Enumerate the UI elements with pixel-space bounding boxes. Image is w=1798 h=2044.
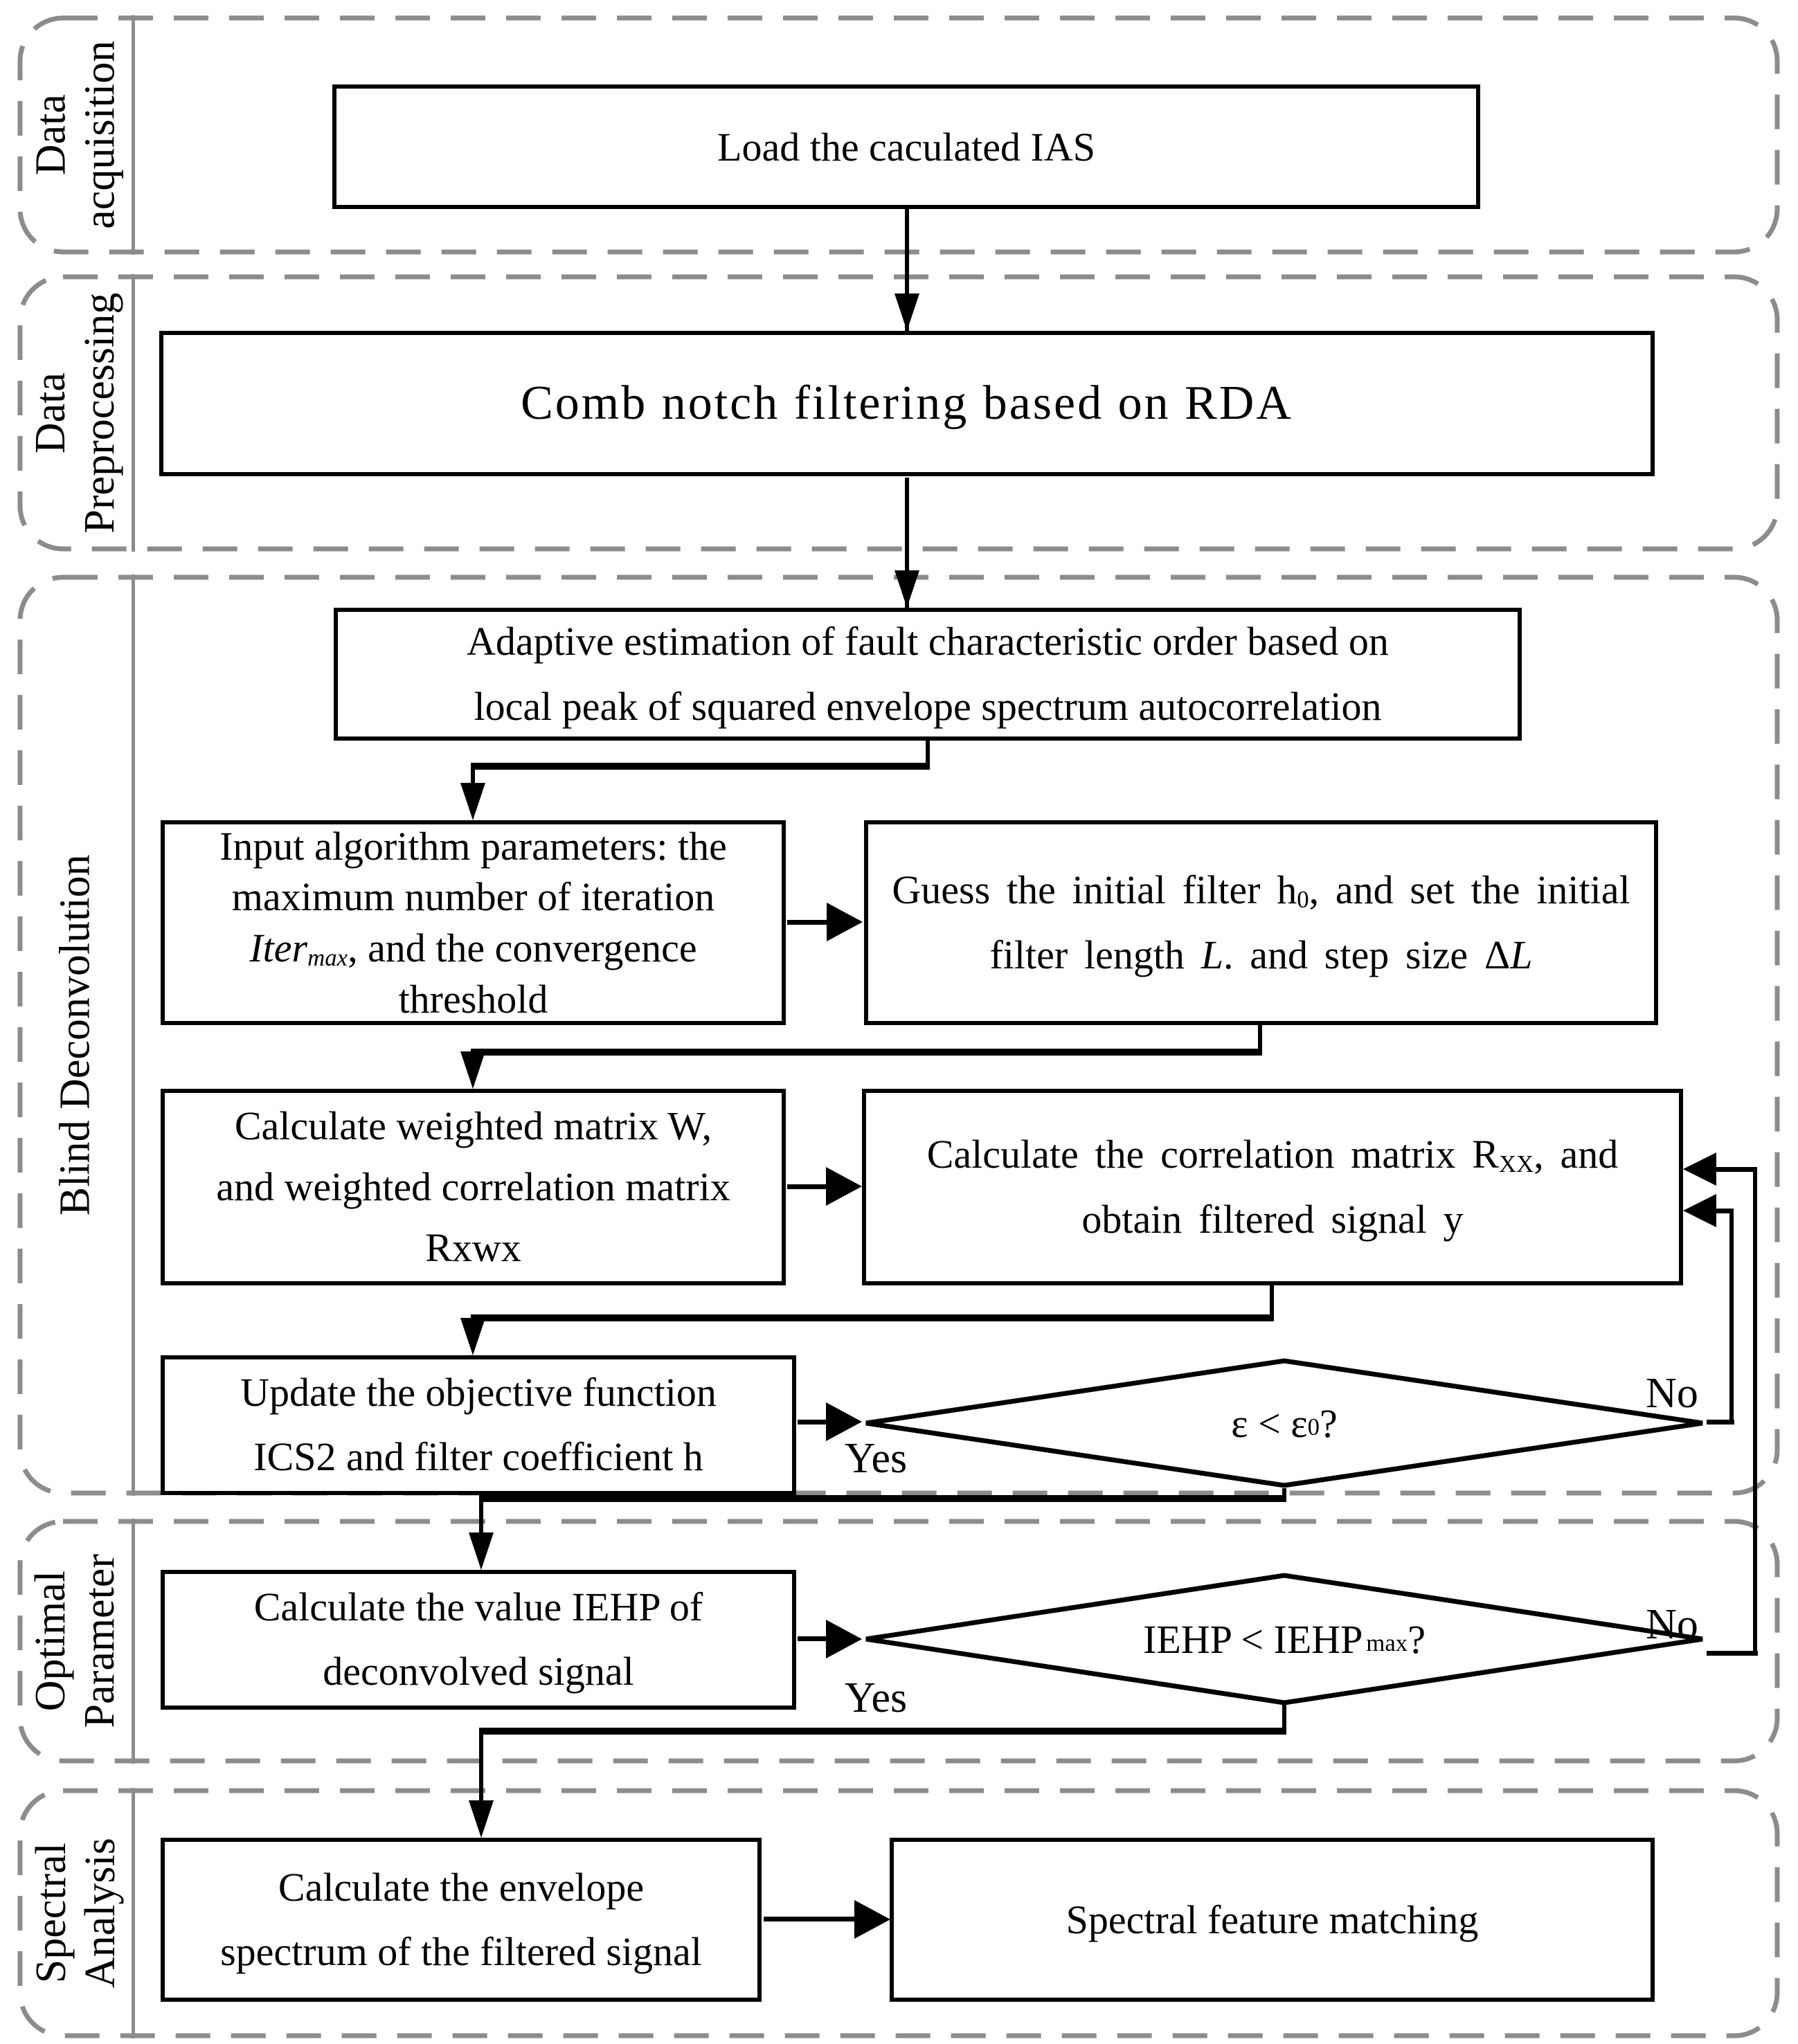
correlation-line1-rest: , and bbox=[1534, 1132, 1619, 1177]
section-label-line: Data bbox=[27, 372, 75, 454]
label-divider-2 bbox=[132, 274, 135, 552]
connector-iehp-yes-elbow bbox=[479, 1728, 1286, 1735]
box-iehp-line2: deconvolved signal bbox=[323, 1649, 634, 1694]
box-guess-line1 bbox=[892, 858, 1630, 923]
box-envelope-line2: spectrum of the filtered signal bbox=[220, 1928, 702, 1974]
box-correlation-line2: obtain filtered signal y bbox=[1081, 1197, 1464, 1242]
guess-line1-pre: Guess the initial filter h bbox=[892, 867, 1297, 913]
box-input-line3-rest: , and the convergence bbox=[348, 925, 697, 970]
connector-iehp-no-up bbox=[1753, 1167, 1757, 1656]
arrowhead-into-comb bbox=[894, 293, 919, 331]
box-update-line2: ICS2 and filter coefficient h bbox=[253, 1434, 703, 1479]
box-correlation-matrix bbox=[862, 1089, 1683, 1285]
connector-envelope-to-matching bbox=[764, 1917, 861, 1921]
guess-line1-rest: , and set the initial bbox=[1309, 867, 1630, 913]
decision-epsilon bbox=[862, 1357, 1707, 1490]
section-label-line: Preprocessing bbox=[76, 292, 123, 534]
epsilon-question-mark: ? bbox=[1320, 1400, 1338, 1446]
box-guess-line2 bbox=[989, 923, 1532, 988]
connector-correlation-stub bbox=[1270, 1285, 1274, 1319]
box-input-line1: Input algorithm parameters: the bbox=[219, 823, 727, 869]
box-load-ias-text: Load the caculated IAS bbox=[717, 124, 1095, 170]
box-input-line2: maximum number of iteration bbox=[231, 874, 715, 920]
iter-subscript: max bbox=[307, 944, 348, 972]
box-load-ias bbox=[332, 84, 1480, 209]
connector-correlation-elbow bbox=[471, 1314, 1274, 1321]
section-label-line: Data bbox=[27, 94, 75, 176]
box-guess-initial-filter bbox=[864, 820, 1658, 1025]
arrowhead-into-envelope bbox=[469, 1800, 494, 1838]
connector-iehp-no-return bbox=[1714, 1167, 1757, 1172]
edge-label-iehp-yes: Yes bbox=[844, 1674, 908, 1721]
box-spectral-matching bbox=[890, 1838, 1655, 2002]
decision-iehp bbox=[862, 1571, 1707, 1707]
decision-iehp-text: IEHP < IEHP $_{max}$ ? bbox=[1143, 1616, 1426, 1662]
label-divider-5 bbox=[132, 1788, 135, 2038]
box-correlation-line1 bbox=[927, 1122, 1619, 1187]
box-weighted-line2: and weighted correlation matrix bbox=[216, 1164, 730, 1209]
box-weighted-line3: Rxwx bbox=[425, 1225, 521, 1271]
edge-label-iehp-no: No bbox=[1646, 1601, 1698, 1648]
box-input-parameters bbox=[161, 820, 786, 1025]
box-envelope-spectrum bbox=[161, 1838, 762, 2002]
section-label-line: Blind Deconvolution bbox=[51, 854, 99, 1216]
arrowhead-into-adaptive bbox=[894, 570, 919, 608]
section-label-spectral-analysis bbox=[19, 1788, 132, 2038]
connector-iehp-yes-drop bbox=[479, 1728, 483, 1811]
label-divider-4 bbox=[132, 1519, 135, 1764]
box-adaptive-estimation bbox=[334, 608, 1522, 741]
section-label-line: acquisition bbox=[76, 40, 124, 230]
iehp-condition: IEHP < IEHP bbox=[1143, 1616, 1363, 1662]
connector-iehp-to-diamond bbox=[798, 1636, 839, 1641]
arrowhead-iehp-feedback bbox=[1683, 1152, 1716, 1186]
section-label-line: Optimal bbox=[27, 1571, 75, 1712]
section-label-data-preprocessing bbox=[19, 274, 132, 552]
h0-subscript: 0 bbox=[1297, 886, 1309, 914]
guess-line2-mid: . and step size Δ bbox=[1223, 932, 1511, 977]
connector-guess-elbow bbox=[471, 1049, 1262, 1056]
arrowhead-into-guess bbox=[827, 903, 863, 941]
box-input-line3 bbox=[249, 923, 696, 974]
arrowhead-into-input bbox=[460, 783, 485, 820]
section-label-optimal-parameter bbox=[19, 1519, 132, 1764]
edge-label-epsilon-no: No bbox=[1646, 1370, 1698, 1417]
box-calc-iehp bbox=[161, 1570, 796, 1710]
box-input-line4: threshold bbox=[398, 976, 548, 1022]
box-weighted-line1: Calculate weighted matrix W, bbox=[234, 1103, 712, 1148]
arrowhead-into-correlation bbox=[826, 1167, 862, 1206]
box-envelope-line1: Calculate the envelope bbox=[278, 1864, 645, 1910]
connector-epsilon-yes-drop bbox=[479, 1495, 483, 1538]
iehp-question-mark: ? bbox=[1408, 1616, 1426, 1662]
section-label-blind-deconvolution bbox=[19, 575, 132, 1496]
iter-symbol: Iter bbox=[249, 925, 308, 970]
box-comb-text: Comb notch filtering based on RDA bbox=[521, 377, 1293, 430]
connector-epsilon-no-up bbox=[1729, 1209, 1734, 1425]
arrowhead-epsilon-feedback bbox=[1683, 1194, 1716, 1227]
section-label-data-acquisition bbox=[19, 15, 132, 255]
box-adaptive-line2: local peak of squared envelope spectrum autocorrelation bbox=[474, 684, 1382, 729]
box-update-objective bbox=[161, 1355, 796, 1495]
box-weighted-matrix bbox=[161, 1089, 786, 1285]
arrowhead-into-calc-iehp bbox=[469, 1532, 494, 1570]
guess-line2-pre: filter length bbox=[989, 932, 1201, 977]
section-label-line: Parameter bbox=[76, 1554, 123, 1728]
filter-length-symbol: L bbox=[1201, 932, 1223, 977]
box-iehp-line1: Calculate the value IEHP of bbox=[253, 1584, 703, 1630]
arrowhead-into-matching bbox=[854, 1900, 890, 1939]
label-divider-3 bbox=[132, 575, 135, 1496]
correlation-line1-pre: Calculate the correlation matrix R bbox=[926, 1132, 1499, 1177]
edge-label-epsilon-yes: Yes bbox=[844, 1435, 908, 1482]
connector-epsilon-yes-elbow bbox=[479, 1495, 1286, 1502]
arrowhead-into-update bbox=[460, 1318, 485, 1355]
decision-epsilon-text: ε < ε $_0$ ? bbox=[1231, 1400, 1338, 1446]
section-label-line: Spectral bbox=[27, 1843, 75, 1984]
box-matching-text: Spectral feature matching bbox=[1066, 1897, 1479, 1942]
section-label-line: Analysis bbox=[76, 1838, 123, 1989]
epsilon-condition: ε < ε bbox=[1231, 1400, 1308, 1446]
label-divider-1 bbox=[132, 15, 135, 255]
connector-iehp-no-out bbox=[1707, 1651, 1758, 1656]
connector-adaptive-elbow bbox=[471, 763, 930, 770]
arrowhead-into-weighted bbox=[460, 1051, 485, 1089]
step-size-symbol: L bbox=[1510, 932, 1533, 977]
rxx-subscript: XX bbox=[1498, 1150, 1534, 1178]
connector-epsilon-no-return bbox=[1714, 1209, 1734, 1213]
box-comb-notch-filtering bbox=[159, 331, 1655, 476]
box-update-line1: Update the objective function bbox=[240, 1370, 717, 1416]
box-adaptive-line1: Adaptive estimation of fault characteristic order based on bbox=[467, 619, 1389, 664]
